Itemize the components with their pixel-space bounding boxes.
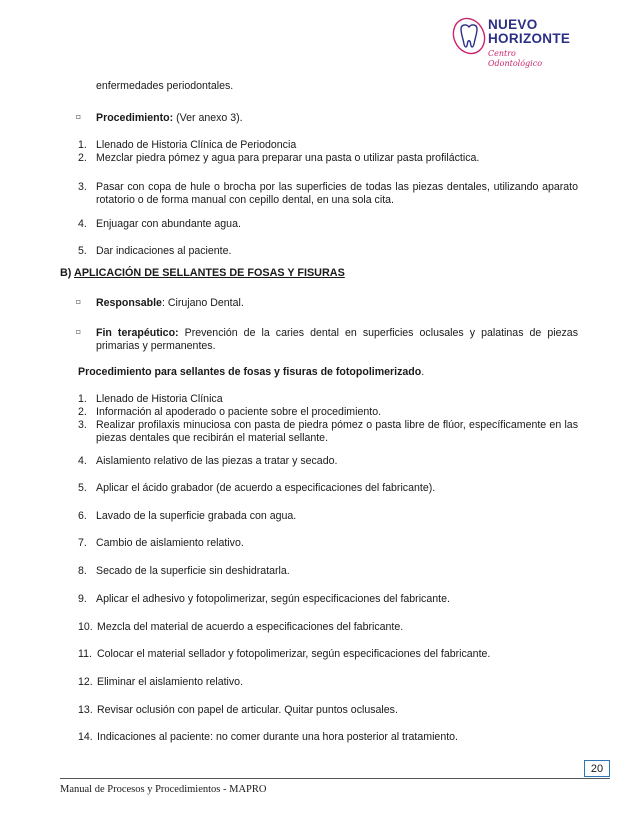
section-b-letter: B) bbox=[60, 267, 72, 279]
step-a-number: 2. bbox=[78, 152, 87, 164]
logo-name-line1: NUEVO bbox=[488, 17, 538, 32]
procedure-line bbox=[96, 112, 243, 125]
page-number: 20 bbox=[584, 760, 610, 777]
step-b-number: 12. bbox=[78, 676, 93, 688]
step-b-number: 7. bbox=[78, 537, 87, 549]
responsible-label: Responsable bbox=[96, 297, 162, 309]
step-a-number: 3. bbox=[78, 181, 87, 193]
step-b-text: Eliminar el aislamiento relativo. bbox=[97, 676, 244, 688]
step-a-number: 1. bbox=[78, 139, 87, 151]
therapeutic-goal-label: Fin terapéutico: bbox=[96, 327, 179, 339]
step-b-number: 9. bbox=[78, 593, 87, 605]
step-b-number: 3. bbox=[78, 419, 87, 431]
step-b-number: 14. bbox=[78, 731, 93, 743]
step-b-text: Realizar profilaxis minuciosa con pasta de piedra pómez o pasta libre de flúor, específicamente en las piezas dentales que recibirán el material sellante. bbox=[96, 419, 578, 444]
step-b-number: 13. bbox=[78, 704, 93, 716]
logo-subtitle: Centro Odontológico bbox=[488, 49, 543, 68]
procedure-heading-text: Procedimiento para sellantes de fosas y fisuras de fotopolimerizado bbox=[78, 366, 422, 378]
step-a-text: Enjuagar con abundante agua. bbox=[96, 218, 241, 230]
tooth-logo-icon bbox=[452, 16, 488, 60]
step-b-text: Cambio de aislamiento relativo. bbox=[96, 537, 244, 549]
procedure-heading bbox=[78, 366, 424, 379]
step-b-text: Secado de la superficie sin deshidratarla. bbox=[96, 565, 290, 577]
step-b-text: Lavado de la superficie grabada con agua. bbox=[96, 510, 297, 522]
step-b-text: Aplicar el ácido grabador (de acuerdo a especificaciones del fabricante). bbox=[96, 482, 436, 494]
step-b-text: Aplicar el adhesivo y fotopolimerizar, según especificaciones del fabricante. bbox=[96, 593, 450, 605]
continued-text: enfermedades periodontales. bbox=[96, 80, 234, 92]
section-b-title: APLICACIÓN DE SELLANTES DE FOSAS Y FISURAS bbox=[74, 267, 345, 279]
step-b-text: Revisar oclusión con papel de articular. Quitar puntos oclusales. bbox=[97, 704, 398, 716]
step-b-number: 1. bbox=[78, 393, 87, 405]
procedure-heading-end: . bbox=[421, 366, 425, 378]
therapeutic-goal-text: Prevención de la caries dental en superficies oclusales y palatinas de piezas primarias y permanentes. bbox=[96, 327, 578, 352]
footer-divider bbox=[60, 778, 610, 779]
section-b-heading bbox=[60, 267, 345, 280]
step-b-number: 2. bbox=[78, 406, 87, 418]
clinic-logo bbox=[452, 16, 571, 68]
step-b-text: Llenado de Historia Clínica bbox=[96, 393, 223, 405]
responsible-line bbox=[96, 297, 244, 310]
step-b-number: 8. bbox=[78, 565, 87, 577]
bullet-icon: ▫ bbox=[75, 297, 82, 306]
bullet-icon: ▫ bbox=[75, 327, 82, 336]
step-b-number: 10. bbox=[78, 621, 93, 633]
bullet-icon: ▫ bbox=[75, 112, 82, 121]
step-b-text: Información al apoderado o paciente sobre el procedimiento. bbox=[96, 406, 382, 418]
step-a-number: 4. bbox=[78, 218, 87, 230]
therapeutic-goal-line bbox=[96, 327, 578, 353]
step-b-text: Mezcla del material de acuerdo a especificaciones del fabricante. bbox=[97, 621, 404, 633]
step-b-text: Aislamiento relativo de las piezas a tratar y secado. bbox=[96, 455, 338, 467]
step-a-text: Dar indicaciones al paciente. bbox=[96, 245, 232, 257]
step-b-text: Indicaciones al paciente: no comer durante una hora posterior al tratamiento. bbox=[97, 731, 458, 743]
step-b-text: Colocar el material sellador y fotopolimerizar, según especificaciones del fabricante. bbox=[97, 648, 491, 660]
footer-manual-title: Manual de Procesos y Procedimientos - MAPRO bbox=[60, 784, 267, 795]
procedure-label: Procedimiento: bbox=[96, 112, 174, 124]
step-a-text: Llenado de Historia Clínica de Periodoncia bbox=[96, 139, 297, 151]
step-a-text: Pasar con copa de hule o brocha por las superficies de todas las piezas dentales, utilizando aparato rotatorio o de forma manual con cepillo dental, en una sola cita. bbox=[96, 181, 578, 206]
step-b-number: 5. bbox=[78, 482, 87, 494]
step-a-text: Mezclar piedra pómez y agua para preparar una pasta o utilizar pasta profiláctica. bbox=[96, 152, 480, 164]
step-a-number: 5. bbox=[78, 245, 87, 257]
logo-name-line2: HORIZONTE bbox=[488, 31, 571, 46]
step-b-number: 6. bbox=[78, 510, 87, 522]
step-b-number: 11. bbox=[78, 648, 92, 660]
step-b-number: 4. bbox=[78, 455, 87, 467]
responsible-text: : Cirujano Dental. bbox=[161, 297, 244, 309]
procedure-text: (Ver anexo 3). bbox=[173, 112, 243, 124]
